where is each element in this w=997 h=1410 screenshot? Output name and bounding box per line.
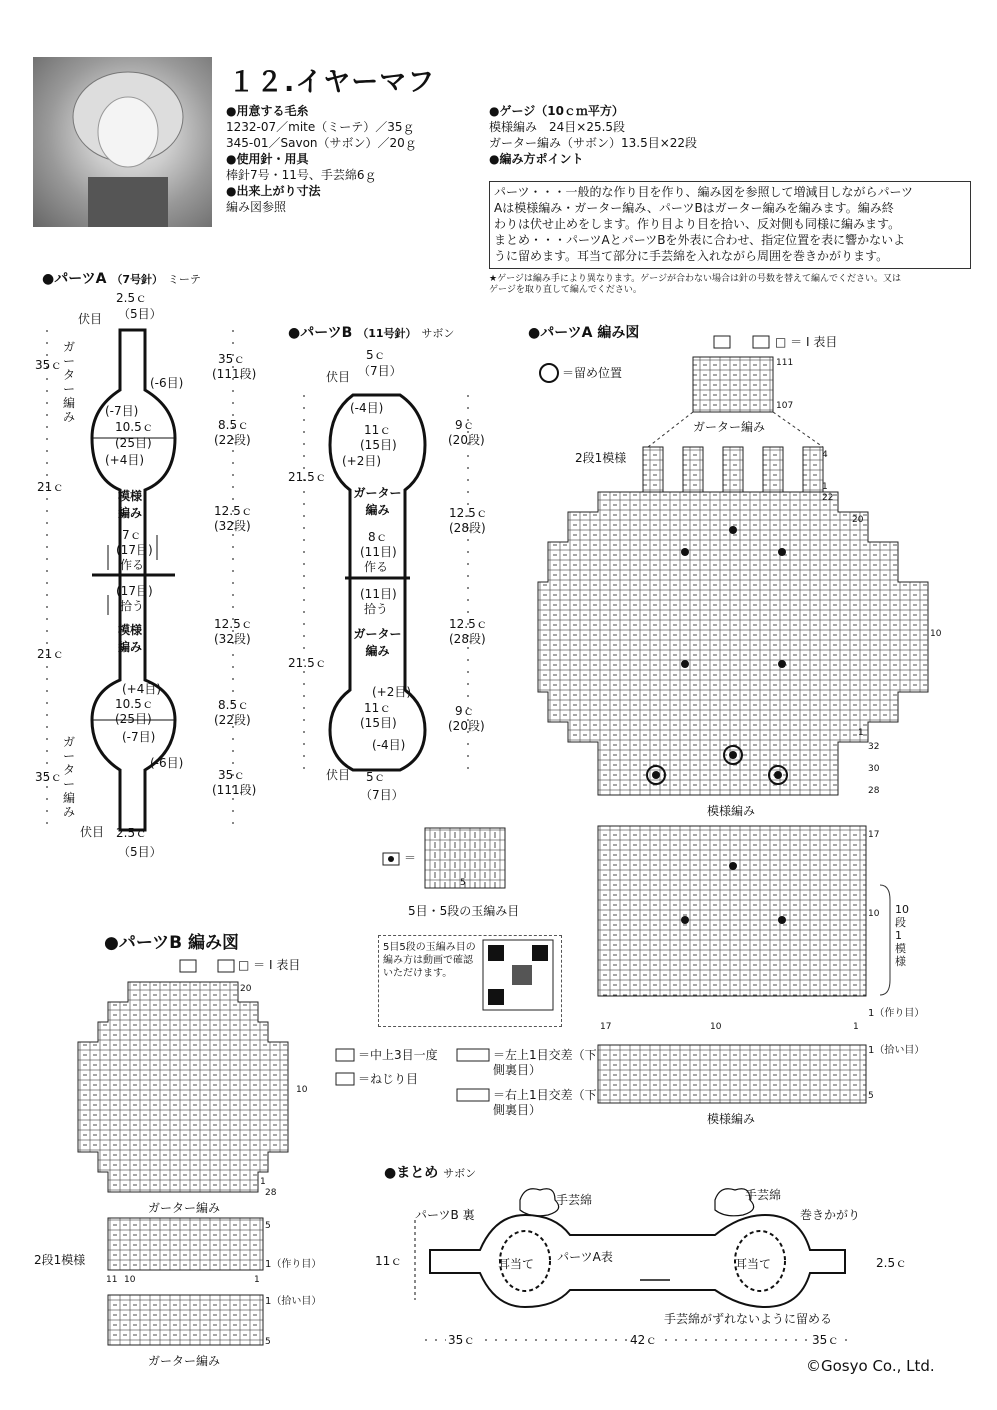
symbol-center-dec: ＝中上3目一度 bbox=[358, 1048, 438, 1062]
gauge-note-line: ★ゲージは編み手により異なります。ゲージが合わない場合は針の号数を替えて編んでください。又は bbox=[489, 274, 901, 284]
part-b-heading bbox=[288, 322, 454, 342]
page-title: １２.イヤーマフ bbox=[228, 67, 436, 98]
part-a-garter-top: ガーター編み bbox=[63, 340, 76, 424]
part-a-bind-top: 伏目 bbox=[78, 312, 103, 326]
chart-a-row-10b: 10 bbox=[868, 909, 880, 919]
part-b-w11-top: 11ｃ bbox=[364, 423, 392, 437]
part-a-w7: 7ｃ bbox=[122, 528, 142, 542]
needles-heading: ●使用針・用具 bbox=[226, 152, 309, 166]
size-line: 編み図参照 bbox=[226, 200, 287, 214]
part-a-r111-bottom: (111段) bbox=[212, 783, 257, 797]
assembly-ear-left: 耳当て bbox=[498, 1257, 535, 1271]
part-b-w11-bottom: 11ｃ bbox=[364, 701, 392, 715]
chart-b-row-1: 1 bbox=[260, 1177, 266, 1187]
chart-a-col-17: 17 bbox=[600, 1022, 612, 1032]
chart-b-col-1: 1 bbox=[254, 1275, 260, 1285]
chart-a-col-1: 1 bbox=[853, 1022, 859, 1032]
part-a-r22-top: (22段) bbox=[214, 433, 251, 447]
part-a-garter-bottom: ガーター編み bbox=[63, 735, 76, 819]
part-a-st17-pick: (17目) bbox=[116, 584, 153, 598]
part-b-st15-top: (15目) bbox=[360, 438, 397, 452]
part-b-r28-bottom: (28段) bbox=[449, 632, 486, 646]
points-line: わりは伏せ止めをします。作り目より目を拾い、反対側も同様に編みます。 bbox=[494, 217, 901, 231]
chart-b-row-5: 5 bbox=[265, 1221, 271, 1231]
part-a-title: ●パーツA bbox=[42, 271, 107, 287]
part-a-r85-top: 8.5ｃ bbox=[218, 418, 250, 432]
part-b-r20-top: (20段) bbox=[448, 433, 485, 447]
chart-a-row-28: 28 bbox=[868, 786, 880, 796]
part-a-r32-top: (32段) bbox=[214, 519, 251, 533]
copyright: ©Gosyo Co., Ltd. bbox=[806, 1357, 935, 1375]
part-b-r20-bottom: (20段) bbox=[448, 719, 485, 733]
part-b-r125-bottom: 12.5ｃ bbox=[449, 617, 488, 631]
chart-a-row-4: 4 bbox=[822, 450, 828, 460]
chart-b-col-11: 11 bbox=[106, 1275, 118, 1285]
chart-a-row-10: 10 bbox=[930, 629, 942, 639]
chart-a-pattern-label-bottom: 模様編み bbox=[707, 1112, 756, 1126]
assembly-whip: 巻きかがり bbox=[800, 1208, 861, 1222]
part-a-h35-top: 35ｃ bbox=[35, 358, 63, 372]
chart-b-garter-bottom: ガーター編み bbox=[148, 1354, 221, 1368]
part-b-yarn: サボン bbox=[421, 327, 455, 340]
chart-b-heading: ●パーツB 編み図 bbox=[104, 933, 240, 953]
chart-b-row-10: 10 bbox=[296, 1085, 308, 1095]
part-a-r32-bottom: (32段) bbox=[214, 632, 251, 646]
chart-b-garter-top: ガーター編み bbox=[148, 1201, 221, 1215]
part-a-st25-top: (25目) bbox=[115, 436, 152, 450]
part-b-pick: 拾う bbox=[364, 602, 389, 616]
part-a-bottom-width: 2.5ｃ bbox=[116, 826, 148, 840]
part-a-r22-bottom: (22段) bbox=[214, 713, 251, 727]
part-a-bind-bottom: 伏目 bbox=[80, 825, 105, 839]
part-a-yarn: ミーテ bbox=[167, 273, 201, 286]
part-a-w105-bottom: 10.5ｃ bbox=[115, 697, 154, 711]
part-b-garter-bottom: ガーター編み bbox=[353, 627, 402, 658]
assembly-h25: 2.5ｃ bbox=[876, 1256, 908, 1270]
chart-b-row-5b: 5 bbox=[265, 1337, 271, 1347]
chart-a-repeat-label: 2段1模様 bbox=[575, 451, 627, 465]
points-line: パーツ・・・一般的な作り目を作り、編み図を参照して増減目しながらパーツ bbox=[494, 185, 914, 199]
part-a-heading bbox=[42, 268, 201, 288]
part-a-top-width: 2.5ｃ bbox=[116, 291, 148, 305]
symbol-right-cross: ＝右上1目交差（下側裏目） bbox=[493, 1088, 597, 1117]
part-a-inc4-bottom: (+4目) bbox=[122, 682, 162, 696]
part-b-w5-bottom: 5ｃ bbox=[366, 770, 386, 784]
chart-a-pick-up: 1（拾い目） bbox=[868, 1045, 925, 1056]
bobble-caption: 5目・5段の玉編み目 bbox=[408, 904, 520, 918]
part-a-bottom-stitches: （5目） bbox=[118, 845, 162, 859]
chart-a-legend-knit: □ ＝ Ⅰ 表目 bbox=[775, 335, 838, 349]
yarn-line-1: 1232-07／mite（ミーテ）／35ｇ bbox=[226, 120, 415, 134]
assembly-ear-right: 耳当て bbox=[735, 1257, 772, 1271]
yarn-line-2: 345-01／Savon（サボン）／20ｇ bbox=[226, 136, 417, 150]
bobble-num: 5 bbox=[460, 878, 466, 888]
chart-a-col-10: 10 bbox=[710, 1022, 722, 1032]
chart-a-legend-stop: ＝留め位置 bbox=[562, 366, 623, 380]
gauge-line-2: ガーター編み（サボン）13.5目×22段 bbox=[489, 136, 698, 150]
chart-a-row-22: 22 bbox=[822, 493, 834, 503]
part-b-st11-make: (11目) bbox=[360, 545, 397, 559]
chart-b-col-10: 10 bbox=[124, 1275, 136, 1285]
part-b-title: ●パーツB bbox=[288, 325, 353, 341]
assembly-yarn: サボン bbox=[443, 1167, 477, 1180]
assembly-d35-left: 35ｃ bbox=[448, 1333, 476, 1347]
part-b-st11-pick: (11目) bbox=[360, 587, 397, 601]
chart-b-row-28: 28 bbox=[265, 1188, 277, 1198]
part-b-garter-top: ガーター編み bbox=[353, 486, 402, 517]
assembly-stuffing-left: 手芸綿 bbox=[556, 1193, 593, 1207]
chart-b-repeat-label: 2段1模様 bbox=[34, 1253, 86, 1267]
points-line: まとめ・・・パーツAとパーツBを外表に合わせ、指定位置を表に響かないよ bbox=[494, 233, 906, 247]
yarn-heading: ●用意する毛糸 bbox=[226, 104, 309, 118]
chart-a-row-107: 107 bbox=[776, 401, 794, 411]
part-a-top-stitches: （5目） bbox=[118, 307, 162, 321]
part-b-bind-top: 伏目 bbox=[326, 370, 351, 384]
gauge-line-1: 模様編み 24目×25.5段 bbox=[489, 120, 626, 134]
points-line: うに留めます。耳当て部分に手芸綿を入れながら周囲を巻きかがります。 bbox=[494, 249, 889, 263]
chart-b-legend-knit: □ ＝ Ⅰ 表目 bbox=[238, 958, 301, 972]
chart-a-row-20: 20 bbox=[852, 515, 864, 525]
chart-a-row-1: 1 bbox=[822, 482, 828, 492]
part-b-r28-top: (28段) bbox=[449, 521, 486, 535]
qr-text: 5目5段の玉編み目の編み方は動画で確認いただけます。 bbox=[383, 942, 476, 979]
bobble-equals: ＝ bbox=[404, 851, 417, 865]
needles-line: 棒針7号・11号、手芸綿6ｇ bbox=[226, 168, 377, 182]
chart-a-row-17: 17 bbox=[868, 830, 880, 840]
part-b-dec4-top: (-4目) bbox=[350, 401, 384, 415]
part-a-dec6-bottom: (-6目) bbox=[150, 756, 184, 770]
part-b-needle: （11号針） bbox=[357, 327, 417, 340]
assembly-title: ●まとめ bbox=[384, 1165, 439, 1181]
part-a-r35-bottom: 35ｃ bbox=[218, 768, 246, 782]
chart-a-pattern-label-top: 模様編み bbox=[707, 804, 756, 818]
chart-a-cast-on: 1（作り目） bbox=[868, 1008, 925, 1019]
assembly-h11: 11ｃ bbox=[375, 1254, 403, 1268]
part-a-r35-top: 35ｃ bbox=[218, 352, 246, 366]
part-a-st17-make: (17目) bbox=[116, 543, 153, 557]
symbol-twist: ＝ねじり目 bbox=[358, 1072, 419, 1086]
part-b-w8: 8ｃ bbox=[368, 530, 388, 544]
part-a-pattern-bottom: 模様編み bbox=[118, 623, 143, 654]
points-heading: ●編み方ポイント bbox=[489, 152, 584, 166]
chart-a-row-5: 5 bbox=[868, 1091, 874, 1101]
part-a-st25-bottom: (25目) bbox=[115, 712, 152, 726]
chart-a-row-30: 30 bbox=[868, 764, 880, 774]
assembly-stuffing-right: 手芸綿 bbox=[745, 1188, 782, 1202]
part-b-w5-top: 5ｃ bbox=[366, 348, 386, 362]
part-b-st7-bottom: （7目） bbox=[360, 788, 404, 802]
part-a-r111-top: (111段) bbox=[212, 367, 257, 381]
chart-a-row-111: 111 bbox=[776, 358, 794, 368]
part-a-h21-bottom: 21ｃ bbox=[37, 647, 65, 661]
chart-a-row-1b: 1 bbox=[858, 728, 864, 738]
assembly-note: 手芸綿がずれないように留める bbox=[664, 1312, 833, 1326]
part-b-inc2-top: (+2目) bbox=[342, 454, 382, 468]
chart-b-pick-up: 1（拾い目） bbox=[265, 1296, 322, 1307]
part-b-bind-bottom: 伏目 bbox=[326, 768, 351, 782]
chart-b-cast-on: 1（作り目） bbox=[265, 1259, 322, 1270]
assembly-heading bbox=[384, 1162, 476, 1182]
part-b-h215-top: 21.5ｃ bbox=[288, 470, 327, 484]
symbol-left-cross: ＝左上1目交差（下側裏目） bbox=[493, 1048, 597, 1077]
part-b-inc2-bottom: (+2目) bbox=[372, 685, 412, 699]
part-a-dec7-top: (-7目) bbox=[105, 404, 139, 418]
chart-a-heading: ●パーツA 編み図 bbox=[528, 325, 640, 341]
part-a-make: 作る bbox=[120, 558, 145, 572]
part-a-dec6-top: (-6目) bbox=[150, 376, 184, 390]
part-a-h35-bottom: 35ｃ bbox=[35, 770, 63, 784]
part-a-h21-top: 21ｃ bbox=[37, 480, 65, 494]
points-line: Aは模様編み・ガーター編み、パーツBはガーター編みを編みます。編み終 bbox=[494, 201, 894, 215]
gauge-note-line: ゲージを取り直して編んでください。 bbox=[489, 285, 642, 295]
part-b-h215-bottom: 21.5ｃ bbox=[288, 656, 327, 670]
part-a-dec7-bottom: (-7目) bbox=[122, 730, 156, 744]
part-a-w105-top: 10.5ｃ bbox=[115, 420, 154, 434]
size-heading: ●出来上がり寸法 bbox=[226, 184, 321, 198]
part-b-r9-top: 9ｃ bbox=[455, 418, 475, 432]
chart-a-repeat10: 10段1模様 bbox=[895, 903, 909, 968]
part-a-needle: （7号針） bbox=[111, 273, 164, 286]
part-a-r125-bottom: 12.5ｃ bbox=[214, 617, 253, 631]
part-a-pattern-top: 模様編み bbox=[118, 489, 143, 520]
part-b-r9-bottom: 9ｃ bbox=[455, 704, 475, 718]
chart-a-garter-label: ガーター編み bbox=[693, 420, 766, 434]
part-b-st7-top: （7目） bbox=[358, 364, 402, 378]
part-a-r85-bottom: 8.5ｃ bbox=[218, 698, 250, 712]
assembly-part-b-back: パーツB 裏 bbox=[415, 1208, 475, 1222]
part-b-st15-bottom: (15目) bbox=[360, 716, 397, 730]
part-b-make: 作る bbox=[364, 560, 389, 574]
assembly-part-a-front: パーツA表 bbox=[557, 1250, 613, 1264]
assembly-d42: 42ｃ bbox=[630, 1333, 658, 1347]
part-b-r125-top: 12.5ｃ bbox=[449, 506, 488, 520]
part-a-inc4-top: (+4目) bbox=[105, 453, 145, 467]
gauge-heading: ●ゲージ（10ｃｍ平方） bbox=[489, 104, 624, 118]
chart-b-row-20: 20 bbox=[240, 984, 252, 994]
assembly-d35-right: 35ｃ bbox=[812, 1333, 840, 1347]
chart-a-row-32: 32 bbox=[868, 742, 880, 752]
part-a-r125-top: 12.5ｃ bbox=[214, 504, 253, 518]
part-a-pick: 拾う bbox=[120, 599, 145, 613]
part-b-dec4-bottom: (-4目) bbox=[372, 738, 406, 752]
